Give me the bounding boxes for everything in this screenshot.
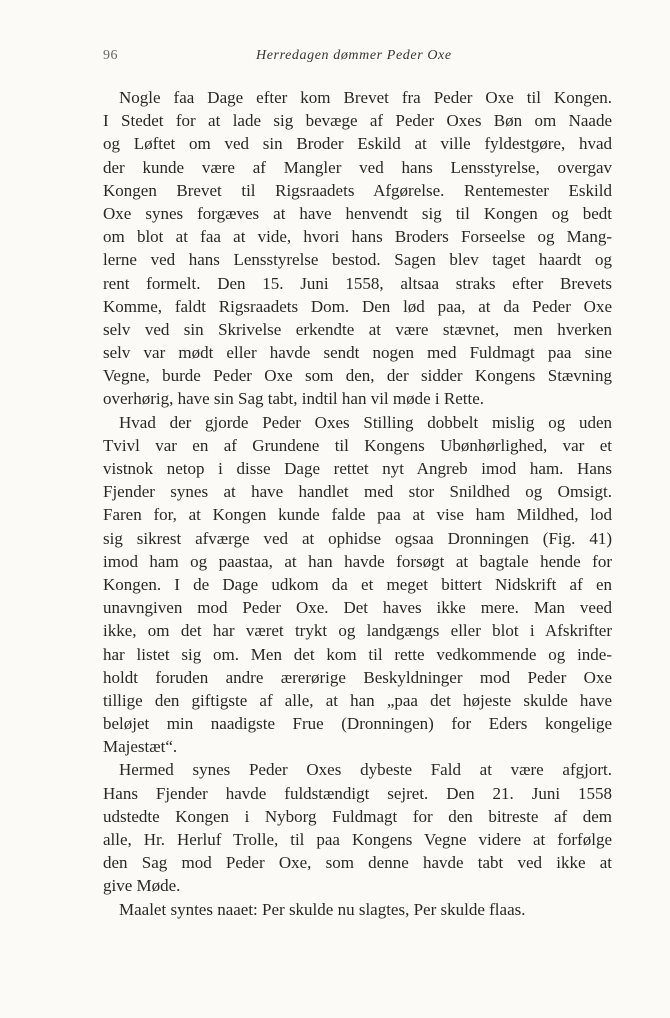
text-line: selv var mødt eller havde sendt nogen med Fuldmagt paa sine <box>103 343 612 363</box>
text-line: I Stedet for at lade sig bevæge af Peder Oxes Bøn om Naade <box>103 111 612 131</box>
text-line: Vegne, burde Peder Oxe som den, der sidder Kongens Stævning <box>103 366 612 386</box>
paragraph <box>103 898 612 921</box>
text-line: give Møde. <box>103 876 181 896</box>
text-line: lerne ved hans Lensstyrelse bestod. Sagen blev taget haardt og <box>103 250 612 270</box>
chapter-title: Herredagen dømmer Peder Oxe <box>256 48 452 63</box>
text-line: Hermed synes Peder Oxes dybeste Fald at være afgjort. <box>119 760 612 780</box>
text-line: unavngiven mod Peder Oxe. Det haves ikke mere. Man veed <box>103 598 612 618</box>
text-line: Hvad der gjorde Peder Oxes Stilling dobbelt mislig og uden <box>119 412 612 432</box>
text-line: har listet sig om. Men det kom til rette vedkommende og inde- <box>103 644 612 664</box>
text-line: selv ved sin Skrivelse erkendte at være stævnet, men hverken <box>103 319 612 339</box>
text-line: Faren for, at Kongen kunde falde paa at vise ham Mildhed, lod <box>103 505 612 525</box>
text-line: overhørig, have sin Sag tabt, indtil han vil møde i Rette. <box>103 389 485 409</box>
text-line: udstedte Kongen i Nyborg Fuldmagt for den bitreste af dem <box>103 806 612 826</box>
text-line: der kunde være af Mangler ved hans Lensstyrelse, overgav <box>103 157 612 177</box>
running-head <box>103 48 613 68</box>
text-line: Komme, faldt Rigsraadets Dom. Den lød paa, at da Peder Oxe <box>103 296 612 316</box>
text-line: holdt foruden andre ærerørige Beskyldninger mod Peder Oxe <box>103 667 612 687</box>
text-line: vistnok netop i disse Dage rettet nyt Angreb imod ham. Hans <box>103 459 612 478</box>
body-text <box>103 86 612 921</box>
text-line: sig sikrest afværge ved at ophidse ogsaa Dronningen (Fig. 41) <box>103 528 612 548</box>
paragraph <box>103 411 612 759</box>
text-line: Kongen Brevet til Rigsraadets Afgørelse. Rentemester Eskild <box>103 180 612 200</box>
text-line: Maalet syntes naaet: Per skulde nu slagtes, Per skulde flaas. <box>119 899 526 919</box>
text-line: imod ham og paastaa, at han havde forsøgt at bagtale hende for <box>103 551 612 571</box>
text-line: den Sag mod Peder Oxe, som denne havde tabt ved ikke at <box>103 853 612 873</box>
text-line: ikke, om det har været trykt og landgængs eller blot i Afskrifter <box>103 621 612 641</box>
text-line: Hans Fjender havde fuldstændigt sejret. Den 21. Juni 1558 <box>103 783 612 803</box>
text-line: beløjet min naadigste Frue (Dronningen) for Eders kongelige <box>103 714 612 734</box>
text-line: Fjender synes at have handlet med stor Snildhed og Omsigt. <box>103 482 612 502</box>
text-line: tillige den giftigste af alle, at han „paa det højeste skulde have <box>103 690 612 710</box>
paragraph <box>103 86 612 411</box>
text-line: Nogle faa Dage efter kom Brevet fra Peder Oxe til Kongen. <box>119 88 612 107</box>
text-line: Majestæt“. <box>103 737 178 757</box>
text-line: om blot at faa at vide, hvori hans Broders Forseelse og Mang- <box>103 227 612 247</box>
text-line: Kongen. I de Dage udkom da et meget bittert Nidskrift af en <box>103 574 612 594</box>
text-line: Oxe synes forgæves at have henvendt sig til Kongen og bedt <box>103 203 612 223</box>
paragraph <box>103 758 612 897</box>
text-line: rent formelt. Den 15. Juni 1558, altsaa straks efter Brevets <box>103 273 612 293</box>
page-number: 96 <box>103 48 118 63</box>
text-line: Tvivl var en af Grundene til Kongens Ubønhørlighed, var et <box>103 435 612 455</box>
text-line: og Løftet om ved sin Broder Eskild at ville fyldestgøre, hvad <box>103 134 612 154</box>
text-line: alle, Hr. Herluf Trolle, til paa Kongens Vegne videre at forfølge <box>103 830 612 849</box>
